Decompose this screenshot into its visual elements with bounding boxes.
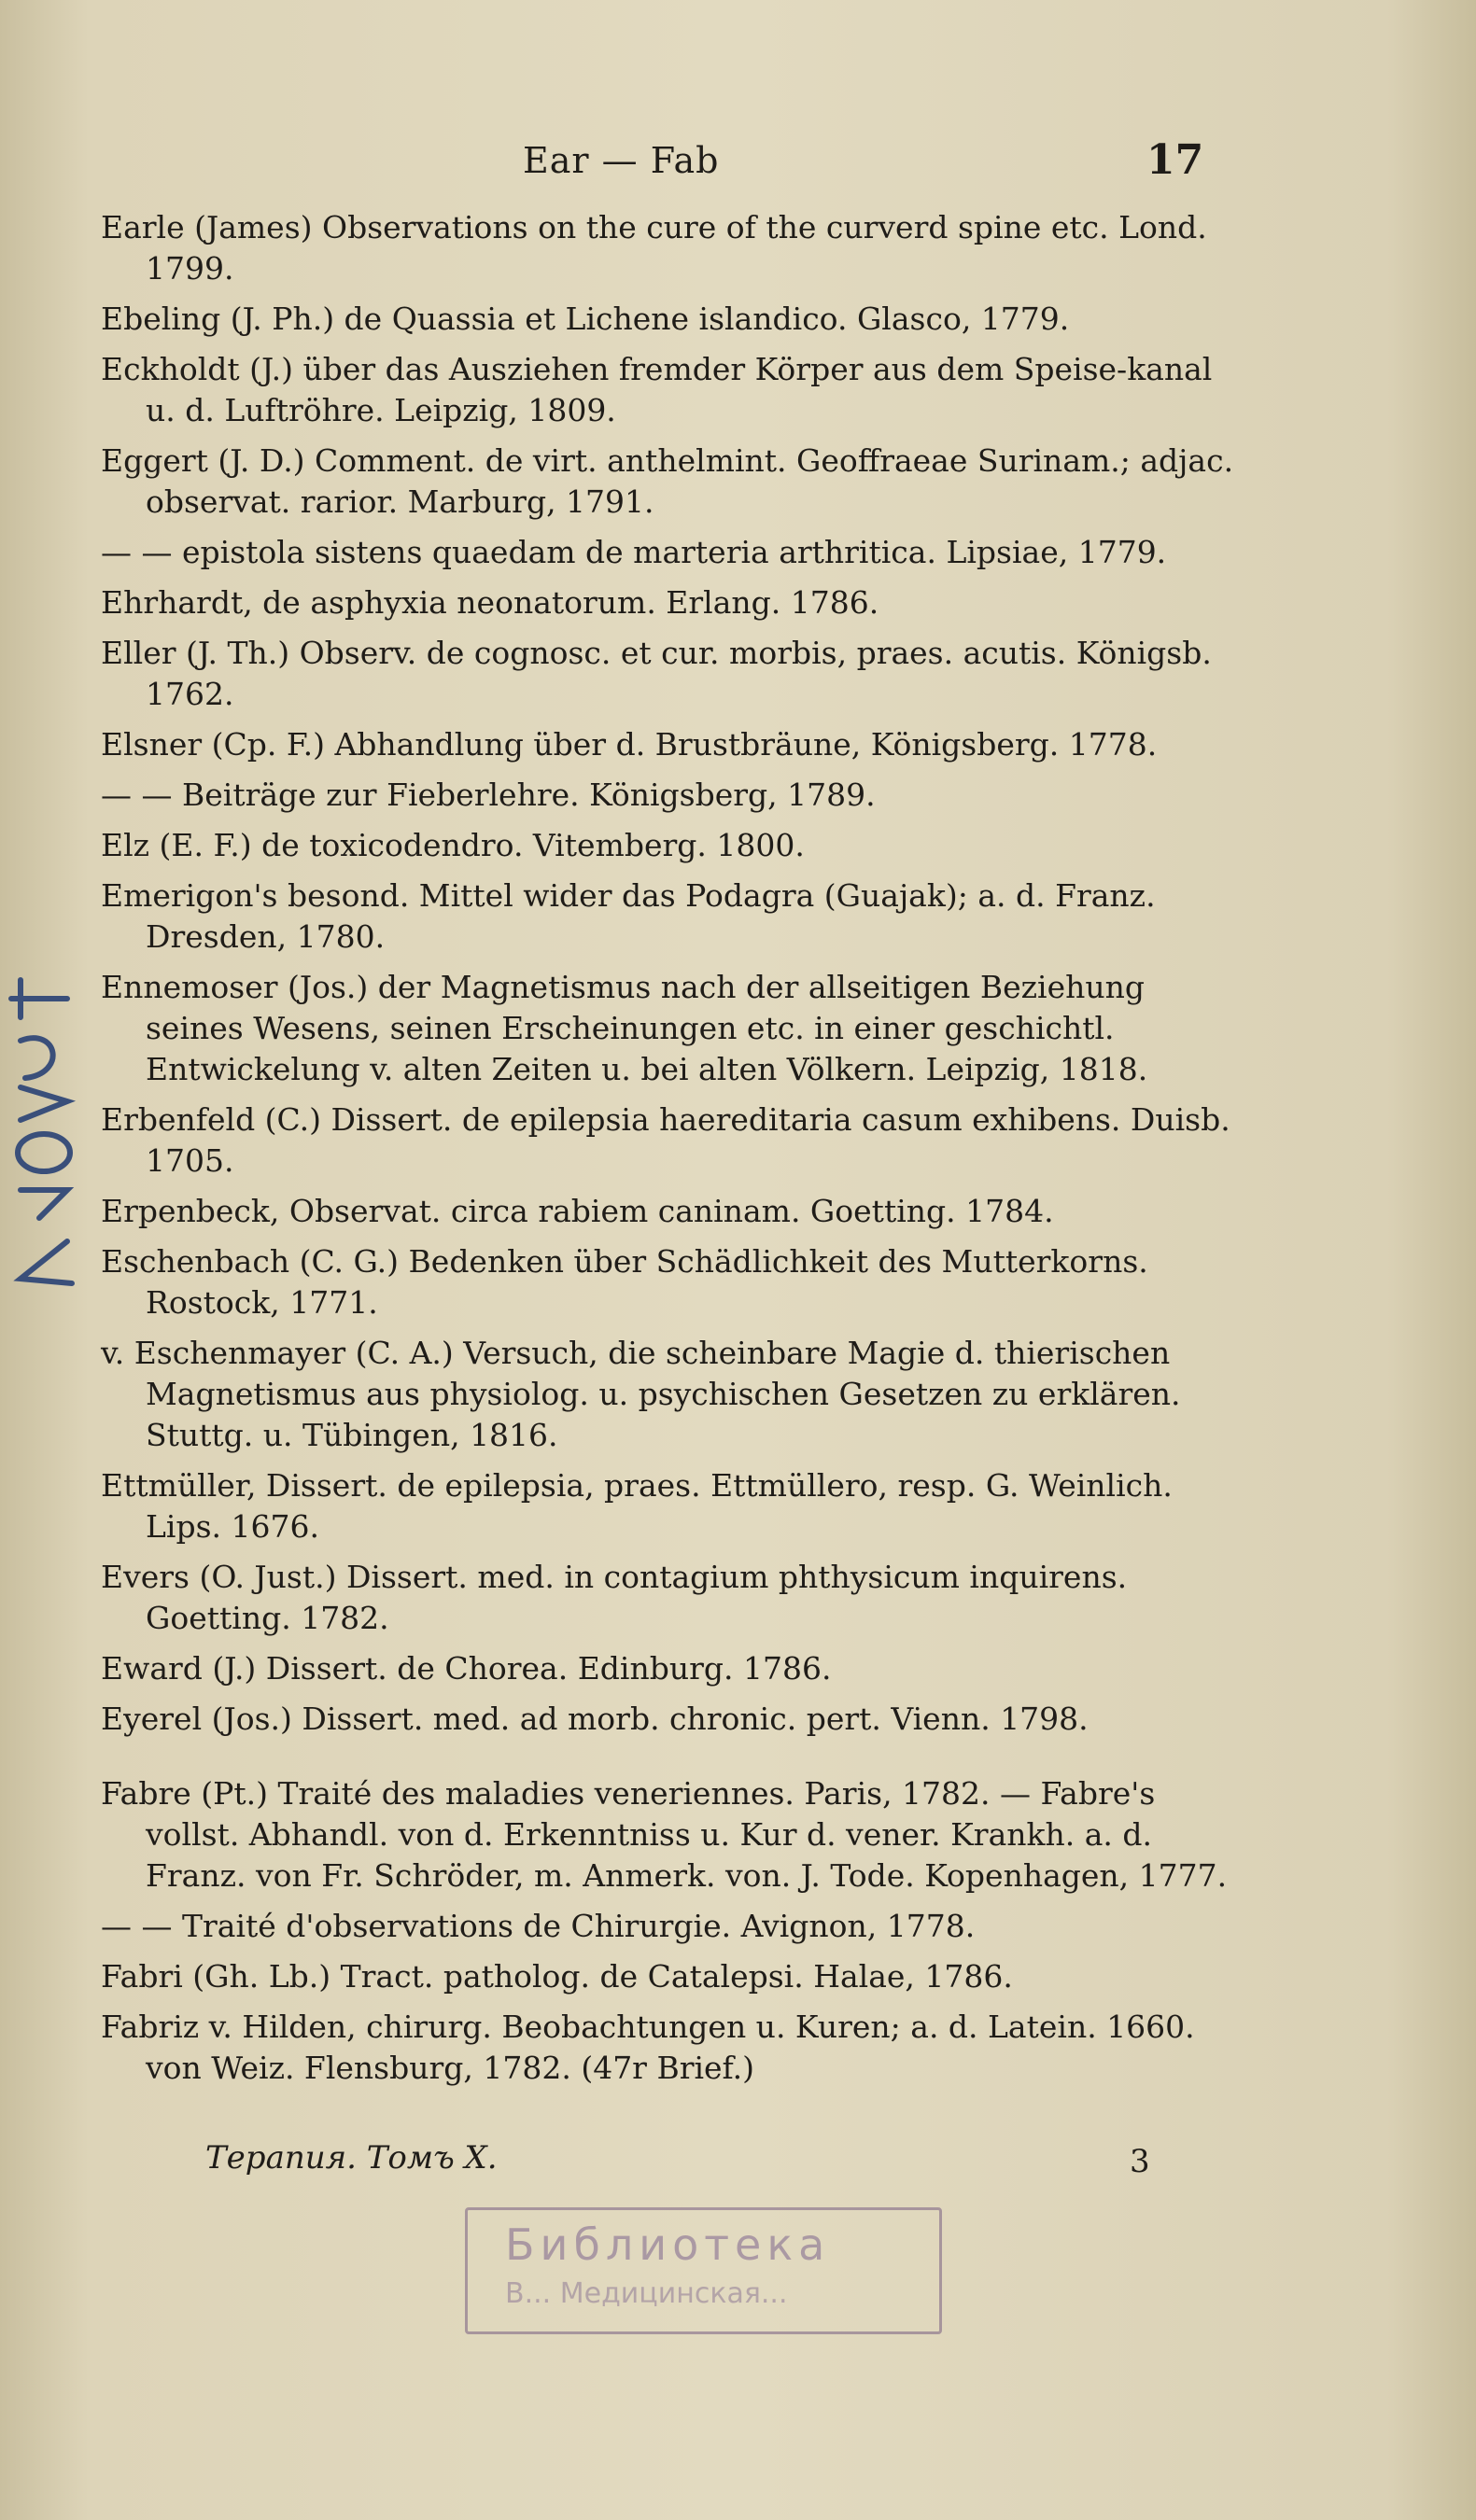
page-footer: [0, 2139, 1476, 2186]
section-divider: [101, 1749, 1235, 1773]
handwritten-shelf-number: [2, 971, 105, 1307]
bibliography-entry: Ennemoser (Jos.) der Magnetismus nach der allseitigen Beziehung seines Wesens, seinen Erscheinungen etc. in einer geschichtl. Entwickelung v. alten Zeiten u. bei alten Völkern. Leipzig, 1818.: [101, 969, 1148, 1087]
running-head: Ear — Fab: [523, 140, 720, 181]
bibliography-entry: Earle (James) Observations on the cure of the curverd spine etc. Lond. 1799.: [101, 209, 1207, 287]
bibliography-entry: — — Beiträge zur Fieberlehre. Königsberg, 1789.: [101, 777, 876, 813]
bibliography-entry: Evers (O. Just.) Dissert. med. in contagium phthysicum inquirens. Goetting. 1782.: [101, 1559, 1128, 1636]
page-number: 17: [1146, 136, 1204, 184]
bibliography-entries: [101, 207, 1235, 2098]
bibliography-entry: v. Eschenmayer (C. A.) Versuch, die scheinbare Magie d. thierischen Magnetismus aus physiolog. u. psychischen Gesetzen zu erklären. Stuttg. u. Tübingen, 1816.: [101, 1335, 1181, 1453]
entries-letter-f: [101, 1773, 1235, 2089]
bibliography-entry: Erpenbeck, Observat. circa rabiem caninam. Goetting. 1784.: [101, 1193, 1054, 1229]
handwritten-number-drawing: [2, 971, 105, 1307]
bibliography-entry: Eyerel (Jos.) Dissert. med. ad morb. chronic. pert. Vienn. 1798.: [101, 1701, 1089, 1737]
bibliography-entry: Fabri (Gh. Lb.) Tract. patholog. de Catalepsi. Halae, 1786.: [101, 1958, 1013, 1995]
bibliography-entry: Emerigon's besond. Mittel wider das Podagra (Guajak); a. d. Franz. Dresden, 1780.: [101, 877, 1156, 955]
signature-line: Терапия. Томъ X.: [205, 2139, 498, 2177]
sheet-number: 3: [1130, 2143, 1150, 2180]
stamp-subtitle: В... Медицинская...: [505, 2277, 788, 2310]
bibliography-entry: Eckholdt (J.) über das Ausziehen fremder Körper aus dem Speise-kanal u. d. Luftröhre. Leipzig, 1809.: [101, 351, 1213, 428]
bibliography-entry: Ehrhardt, de asphyxia neonatorum. Erlang. 1786.: [101, 584, 879, 621]
bibliography-entry: Fabre (Pt.) Traité des maladies veneriennes. Paris, 1782. — Fabre's vollst. Abhandl. von d. Erkenntniss u. Kur d. vener. Krankh. a. d. Franz. von Fr. Schröder, m. Anmerk. von. J. Tode. Kopenhagen, 1777.: [101, 1775, 1228, 1894]
bibliography-entry: Fabriz v. Hilden, chirurg. Beobachtungen u. Kuren; a. d. Latein. 1660. von Weiz. Flensburg, 1782. (47r Brief.): [101, 2009, 1195, 2086]
bibliography-entry: — — epistola sistens quaedam de marteria arthritica. Lipsiae, 1779.: [101, 534, 1167, 570]
bibliography-entry: Erbenfeld (C.) Dissert. de epilepsia haereditaria casum exhibens. Duisb. 1705.: [101, 1101, 1230, 1179]
bibliography-entry: Ebeling (J. Ph.) de Quassia et Lichene islandico. Glasco, 1779.: [101, 301, 1070, 337]
bibliography-entry: Eward (J.) Dissert. de Chorea. Edinburg. 1786.: [101, 1650, 832, 1687]
bibliography-entry: Eschenbach (C. G.) Bedenken über Schädlichkeit des Mutterkorns. Rostock, 1771.: [101, 1243, 1148, 1321]
page-header: [0, 136, 1476, 196]
stamp-title: Библиотека: [505, 2219, 831, 2270]
bibliography-entry: — — Traité d'observations de Chirurgie. Avignon, 1778.: [101, 1908, 976, 1944]
bibliography-entry: Elsner (Cp. F.) Abhandlung über d. Brustbräune, Königsberg. 1778.: [101, 726, 1158, 763]
bibliography-entry: Ettmüller, Dissert. de epilepsia, praes. Ettmüllero, resp. G. Weinlich. Lips. 1676.: [101, 1467, 1173, 1545]
bibliography-entry: Eggert (J. D.) Comment. de virt. anthelmint. Geoffraeae Surinam.; adjac. observat. rarior. Marburg, 1791.: [101, 442, 1234, 520]
bibliography-entry: Elz (E. F.) de toxicodendro. Vitemberg. 1800.: [101, 827, 805, 863]
bibliography-entry: Eller (J. Th.) Observ. de cognosc. et cur. morbis, praes. acutis. Königsb. 1762.: [101, 635, 1212, 712]
entries-letter-e: [101, 207, 1235, 1740]
library-stamp: [465, 2207, 942, 2334]
